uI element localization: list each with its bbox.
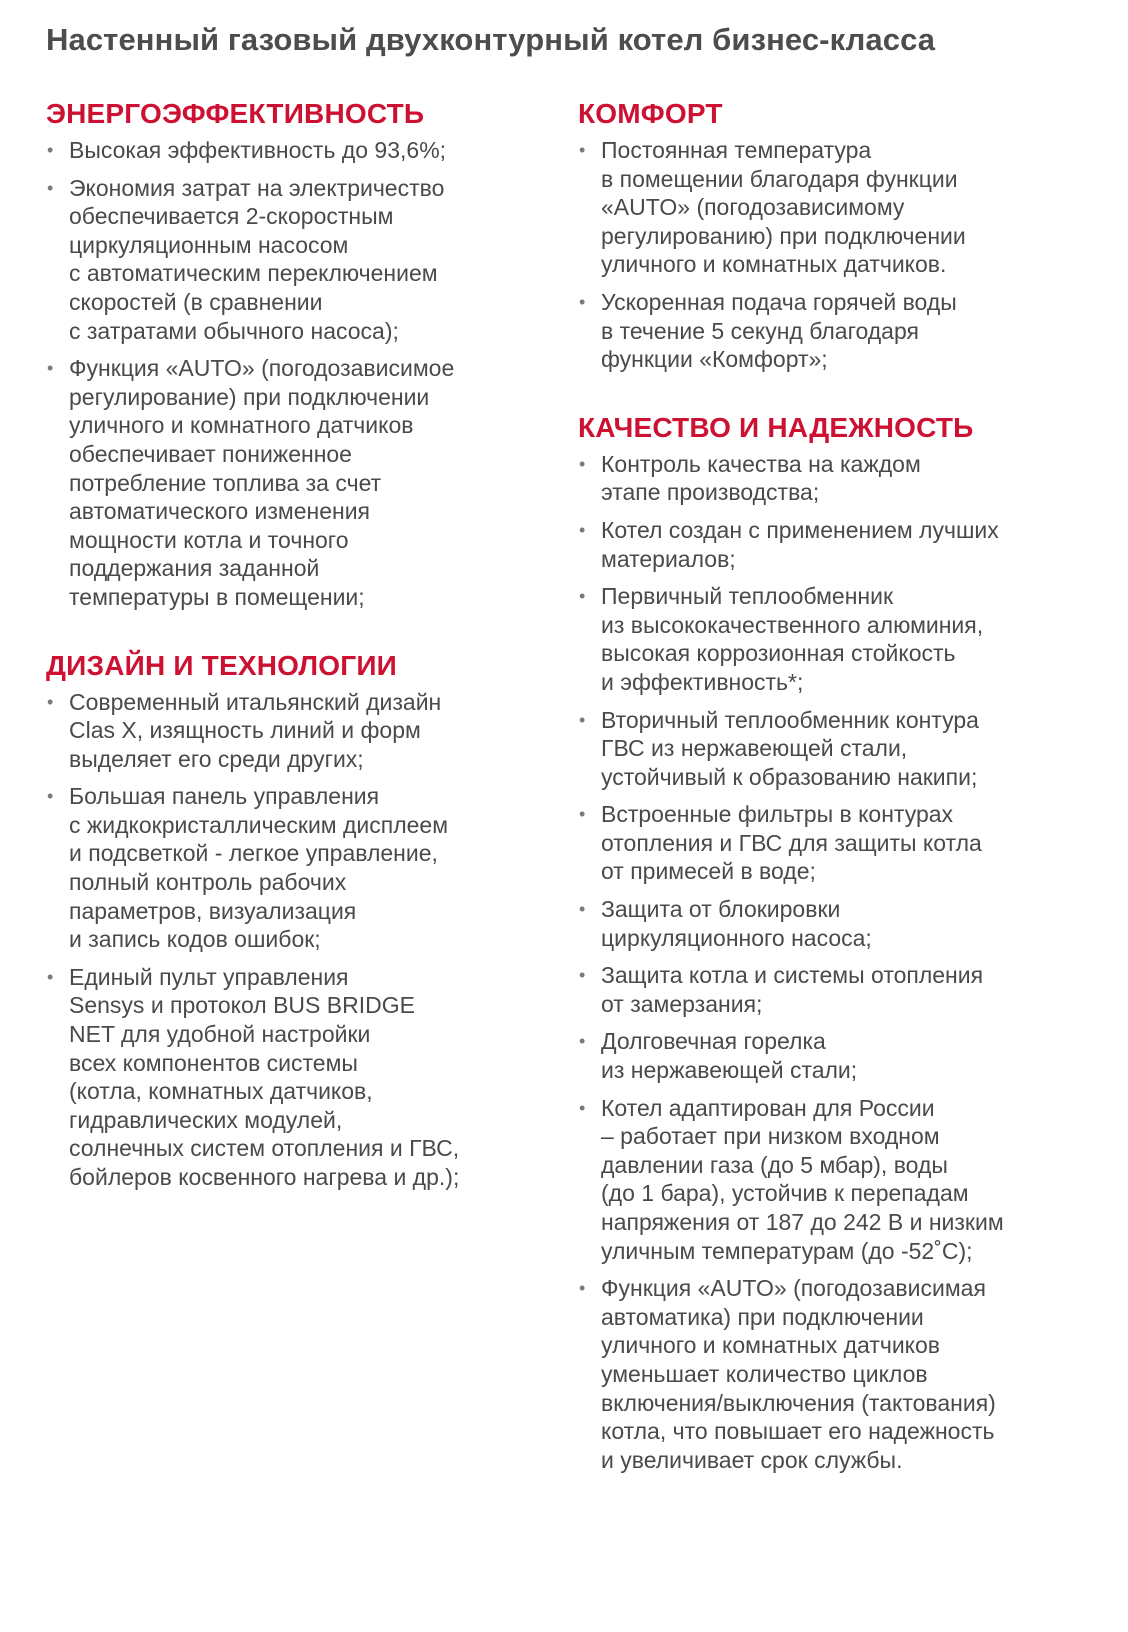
section-design-technology [46, 650, 516, 1192]
list-item: • Большая панель управления с жидкокристаллическим дисплеем и подсветкой - легкое управление, полный контроль рабочих параметров, визуализация и запись кодов ошибок; [46, 782, 516, 954]
list-item: • Защита котла и системы отопления от замерзания; [578, 961, 1088, 1018]
section-heading: ЭНЕРГОЭФФЕКТИВНОСТЬ [46, 98, 425, 129]
list-item: • Современный итальянский дизайн Clas X, изящность линий и форм выделяет его среди других; [46, 688, 516, 774]
section-energy-efficiency [46, 98, 516, 612]
list-item: • Функция «AUTO» (погодозависимая автоматика) при подключении уличного и комнатных датчиков уменьшает количество циклов включения/выключения (тактования) котла, что повышает его надежность и увеличивает срок службы. [578, 1274, 1088, 1474]
list-item: • Защита от блокировки циркуляционного насоса; [578, 895, 1088, 952]
right-column [578, 98, 1088, 1512]
feature-list [46, 136, 516, 612]
list-item: • Высокая эффективность до 93,6%; [46, 136, 516, 165]
section-heading: КОМФОРТ [578, 98, 723, 129]
list-item: • Котел адаптирован для России – работает при низком входном давлении газа (до 5 мбар), воды (до 1 бара), устойчив к перепадам напряжения от 187 до 242 В и низким уличным температурам (до -52˚С); [578, 1094, 1088, 1266]
left-column [46, 98, 516, 1230]
section-heading: КАЧЕСТВО И НАДЕЖНОСТЬ [578, 411, 974, 443]
feature-list [46, 688, 516, 1192]
feature-list [578, 136, 1088, 374]
section-comfort [578, 98, 1088, 374]
list-item: • Встроенные фильтры в контурах отопления и ГВС для защиты котла от примесей в воде; [578, 800, 1088, 886]
list-item: • Экономия затрат на электричество обеспечивается 2-скоростным циркуляционным насосом с автоматическим переключением скоростей (в сравнении с затратами обычного насоса); [46, 174, 516, 346]
section-heading: ДИЗАЙН И ТЕХНОЛОГИИ [46, 649, 397, 681]
list-item: • Первичный теплообменник из высококачественного алюминия, высокая коррозионная стойкость и эффективность*; [578, 582, 1088, 696]
list-item: • Ускоренная подача горячей воды в течение 5 секунд благодаря функции «Комфорт»; [578, 288, 1088, 374]
list-item: • Контроль качества на каждом этапе производства; [578, 450, 1088, 507]
list-item: • Вторичный теплообменник контура ГВС из нержавеющей стали, устойчивый к образованию накипи; [578, 706, 1088, 792]
feature-list [578, 450, 1088, 1475]
list-item: • Долговечная горелка из нержавеющей стали; [578, 1027, 1088, 1084]
list-item: • Единый пульт управления Sensys и протокол BUS BRIDGE NET для удобной настройки всех компонентов системы (котла, комнатных датчиков, гидравлических модулей, солнечных систем отопления и ГВС, бойлеров косвенного нагрева и др.); [46, 963, 516, 1192]
list-item: • Функция «AUTO» (погодозависимое регулирование) при подключении уличного и комнатного датчиков обеспечивает пониженное потребление топлива за счет автоматического изменения мощности котла и точного поддержания заданной температуры в помещении; [46, 354, 516, 611]
page-title: Настенный газовый двухконтурный котел бизнес-класса [46, 22, 936, 57]
list-item: • Постоянная температура в помещении благодаря функции «AUTO» (погодозависимому регулированию) при подключении уличного и комнатных датчиков. [578, 136, 1088, 279]
section-quality-reliability [578, 412, 1088, 1475]
list-item: • Котел создан с применением лучших материалов; [578, 516, 1088, 573]
